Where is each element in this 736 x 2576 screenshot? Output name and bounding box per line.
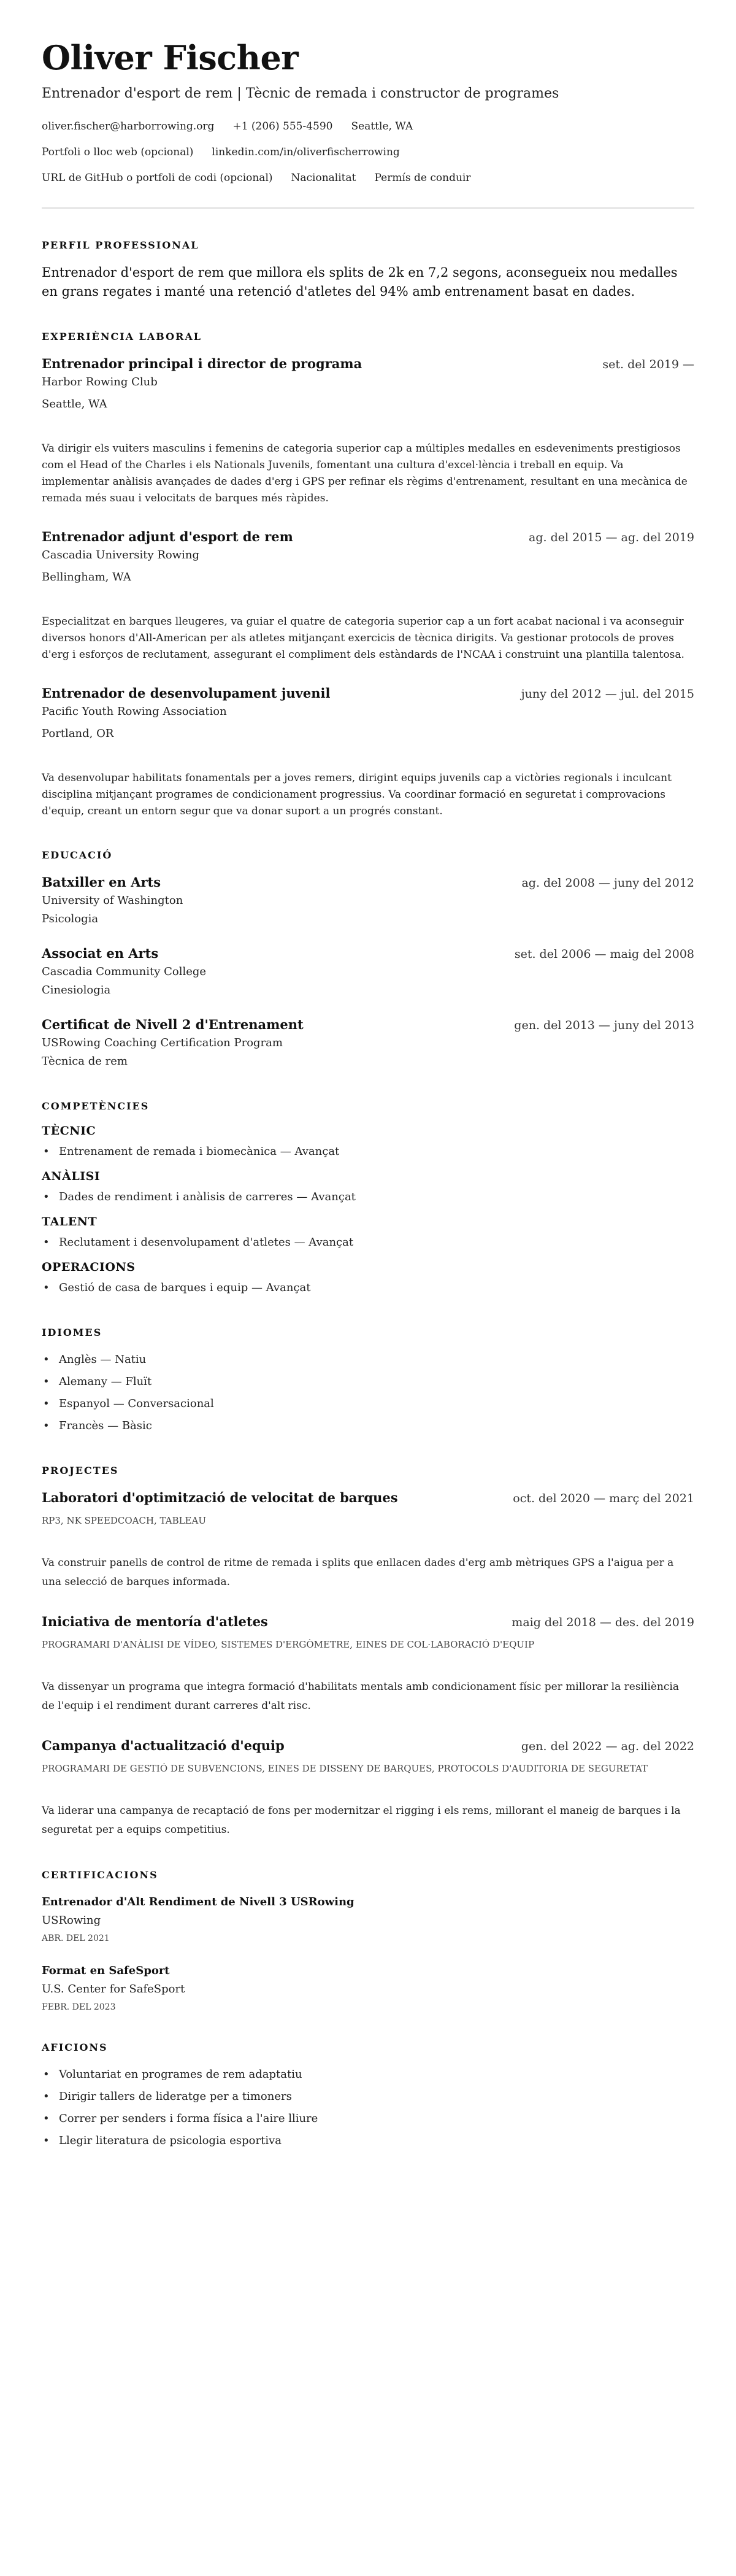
projects-section xyxy=(42,1465,694,1840)
hobby-item: • Dirigir tallers de lideratge per a timoners xyxy=(42,2088,694,2106)
hobby-item: • Correr per senders i forma física a l'aire lliure xyxy=(42,2110,694,2128)
entry-header xyxy=(42,1016,694,1034)
section-title: CERTIFICACIONS xyxy=(42,1869,158,1881)
github-link[interactable]: URL de GitHub o portfoli de codi (opcional) xyxy=(42,172,273,184)
contact-row xyxy=(42,171,694,185)
language-item: • Francès — Bàsic xyxy=(42,1417,694,1435)
education-entry xyxy=(42,944,694,1000)
summary-text: Entrenador d'esport de rem que millora els splits de 2k en 7,2 segons, aconsegueix nou medalles en grans regates i manté una retenció d'atletes del 94% amb entrenament basat en dades. xyxy=(42,265,678,299)
education-dates: gen. del 2013 — juny del 2013 xyxy=(514,1019,694,1032)
summary-section xyxy=(42,239,694,301)
entry-header xyxy=(42,684,694,703)
company: Cascadia University Rowing xyxy=(42,549,200,561)
entry-header xyxy=(42,528,694,546)
job-title: Entrenador principal i director de programa xyxy=(42,356,362,371)
section-title: PROJECTES xyxy=(42,1465,119,1476)
entry-header xyxy=(42,1489,694,1507)
section-title: PERFIL PROFESSIONAL xyxy=(42,239,199,251)
project-title: Laboratori d'optimització de velocitat de barques xyxy=(42,1490,398,1505)
project-technologies: PROGRAMARI DE GESTIÓ DE SUBVENCIONS, EINES DE DISSENY DE BARQUES, PROTOCOLS D'AUDITORIA DE SEGURETAT xyxy=(42,1763,648,1774)
job-title: Entrenador adjunt d'esport de rem xyxy=(42,529,293,544)
language-item: • Anglès — Natiu xyxy=(42,1351,694,1369)
job-description: Va desenvolupar habilitats fonamentals per a joves remers, dirigint equips juvenils cap a victòries regionals i inculcant disciplina mitjançant programes de condicionament progressius. Va coordinar formació en seguretat i comprovacions d'equip, creant un entorn segur que va donar suport a un progrés constant. xyxy=(42,772,672,817)
skill-list xyxy=(42,1279,694,1297)
certifications-section xyxy=(42,1869,694,2012)
job-location: Seattle, WA xyxy=(42,398,107,411)
certification-name: Entrenador d'Alt Rendiment de Nivell 3 USRowing xyxy=(42,1895,355,1908)
project-description: Va liderar una campanya de recaptació de fons per modernitzar el rigging i els rems, millorant el maneig de barques i la seguretat per a equips competitius. xyxy=(42,1805,681,1836)
skill-item: • Entrenament de remada i biomecànica — Avançat xyxy=(42,1143,694,1161)
company: Pacific Youth Rowing Association xyxy=(42,705,227,718)
skill-list xyxy=(42,1188,694,1206)
skill-item: • Gestió de casa de barques i equip — Avançat xyxy=(42,1279,694,1297)
job-description: Va dirigir els vuiters masculins i femenins de categoria superior cap a múltiples medalles en esdeveniments prestigiosos com el Head of the Charles i els Nationals Juvenils, fomentant una cultura d'excel·lència i treball en equip. Va implementar anàlisis avançades de dades d'erg i GPS per refinar els règims d'entrenament, resultant en una mecànica de remada més suau i velocitats de barques més ràpides. xyxy=(42,442,688,504)
degree: Batxiller en Arts xyxy=(42,874,161,890)
school: USRowing Coaching Certification Program xyxy=(42,1036,283,1049)
company: Harbor Rowing Club xyxy=(42,376,158,388)
contact-row xyxy=(42,119,694,134)
skill-category: ANÀLISI xyxy=(42,1170,101,1183)
job-title: Entrenador de desenvolupament juvenil xyxy=(42,685,331,701)
project-description: Va dissenyar un programa que integra formació d'habilitats mentals amb condicionament físic per millorar la resiliència de l'equip i el rendiment durant carreres d'alt risc. xyxy=(42,1681,679,1712)
project-entry xyxy=(42,1613,694,1716)
certification-issuer: U.S. Center for SafeSport xyxy=(42,1983,185,1996)
language-item: • Alemany — Fluït xyxy=(42,1373,694,1391)
skill-item: • Dades de rendiment i anàlisis de carreres — Avançat xyxy=(42,1188,694,1206)
field-of-study: Psicologia xyxy=(42,912,99,925)
languages-section xyxy=(42,1327,694,1435)
education-dates: ag. del 2008 — juny del 2012 xyxy=(521,876,694,890)
section-title: EDUCACIÓ xyxy=(42,849,113,861)
degree: Associat en Arts xyxy=(42,946,159,961)
project-title: Campanya d'actualització d'equip xyxy=(42,1738,285,1753)
section-title: COMPETÈNCIES xyxy=(42,1100,150,1112)
job-dates: set. del 2019 — xyxy=(602,358,694,371)
linkedin-link[interactable]: linkedin.com/in/oliverfischerrowing xyxy=(212,146,400,158)
certification-entry xyxy=(42,1962,694,2012)
contact-row xyxy=(42,145,694,160)
skill-category: TALENT xyxy=(42,1215,98,1228)
email-link[interactable]: oliver.fischer@harborrowing.org xyxy=(42,120,215,133)
project-entry xyxy=(42,1489,694,1592)
portfolio-link[interactable]: Portfoli o lloc web (opcional) xyxy=(42,146,194,158)
job-location: Bellingham, WA xyxy=(42,571,131,584)
experience-entry xyxy=(42,355,694,507)
project-description: Va construir panells de control de ritme de remada i splits que enllacen dades d'erg amb mètriques GPS a l'aigua per a una selecció de barques informada. xyxy=(42,1557,674,1588)
hobbies-section xyxy=(42,2042,694,2150)
divider xyxy=(42,207,694,209)
entry-header xyxy=(42,873,694,892)
school: Cascadia Community College xyxy=(42,965,207,978)
experience-entry xyxy=(42,684,694,820)
skills-section xyxy=(42,1100,694,1297)
resume-header xyxy=(42,38,694,185)
project-dates: maig del 2018 — des. del 2019 xyxy=(512,1616,694,1629)
education-dates: set. del 2006 — maig del 2008 xyxy=(514,947,694,961)
location: Seattle, WA xyxy=(351,120,413,133)
entry-header xyxy=(42,944,694,963)
skill-list xyxy=(42,1233,694,1252)
project-entry xyxy=(42,1737,694,1840)
certification-name: Format en SafeSport xyxy=(42,1964,170,1977)
skill-category: OPERACIONS xyxy=(42,1260,136,1274)
project-technologies: PROGRAMARI D'ANÀLISI DE VÍDEO, SISTEMES D'ERGÒMETRE, EINES DE COL·LABORACIÓ D'EQUIP xyxy=(42,1639,535,1650)
phone[interactable]: +1 (206) 555-4590 xyxy=(232,120,333,133)
entry-header xyxy=(42,1737,694,1755)
certification-date: ABR. DEL 2021 xyxy=(42,1934,110,1943)
certification-date: FEBR. DEL 2023 xyxy=(42,2002,116,2012)
certification-issuer: USRowing xyxy=(42,1914,101,1927)
project-title: Iniciativa de mentoría d'atletes xyxy=(42,1614,268,1629)
entry-header xyxy=(42,1613,694,1631)
section-title: EXPERIÈNCIA LABORAL xyxy=(42,331,202,342)
skill-list xyxy=(42,1143,694,1161)
language-item: • Espanyol — Conversacional xyxy=(42,1395,694,1413)
education-entry xyxy=(42,873,694,928)
job-location: Portland, OR xyxy=(42,727,114,740)
school: University of Washington xyxy=(42,894,183,907)
certification-entry xyxy=(42,1893,694,1943)
hobby-item: • Voluntariat en programes de rem adaptatiu xyxy=(42,2065,694,2084)
education-section xyxy=(42,849,694,1071)
job-dates: juny del 2012 — jul. del 2015 xyxy=(521,687,694,701)
nationality: Nacionalitat xyxy=(291,172,356,184)
project-dates: gen. del 2022 — ag. del 2022 xyxy=(521,1740,694,1753)
project-dates: oct. del 2020 — març del 2021 xyxy=(513,1492,694,1505)
driving-license: Permís de conduir xyxy=(374,172,471,184)
tagline: Entrenador d'esport de rem | Tècnic de remada i constructor de programes xyxy=(42,86,559,101)
degree: Certificat de Nivell 2 d'Entrenament xyxy=(42,1017,304,1032)
job-description: Especialitzat en barques lleugeres, va guiar el quatre de categoria superior cap a un fort acabat nacional i va aconseguir diversos honors d'All-American per als atletes mitjançant exercicis de tècnica dirigits. Va gestionar protocols de proves d'erg i esforços de reclutament, assegurant el compliment dels estàndards de l'NCAA i construint una plantilla talentosa. xyxy=(42,615,684,661)
entry-header xyxy=(42,355,694,373)
skill-item: • Reclutament i desenvolupament d'atletes — Avançat xyxy=(42,1233,694,1252)
experience-entry xyxy=(42,528,694,663)
job-dates: ag. del 2015 — ag. del 2019 xyxy=(529,531,694,544)
field-of-study: Tècnica de rem xyxy=(42,1055,128,1068)
project-technologies: RP3, NK SPEEDCOACH, TABLEAU xyxy=(42,1515,206,1526)
field-of-study: Cinesiologia xyxy=(42,984,111,997)
skill-category: TÈCNIC xyxy=(42,1124,96,1138)
candidate-name: Oliver Fischer xyxy=(42,38,299,77)
section-title: AFICIONS xyxy=(42,2042,108,2053)
hobby-item: • Llegir literatura de psicologia esportiva xyxy=(42,2132,694,2150)
section-title: IDIOMES xyxy=(42,1327,102,1338)
education-entry xyxy=(42,1016,694,1071)
experience-section xyxy=(42,331,694,820)
